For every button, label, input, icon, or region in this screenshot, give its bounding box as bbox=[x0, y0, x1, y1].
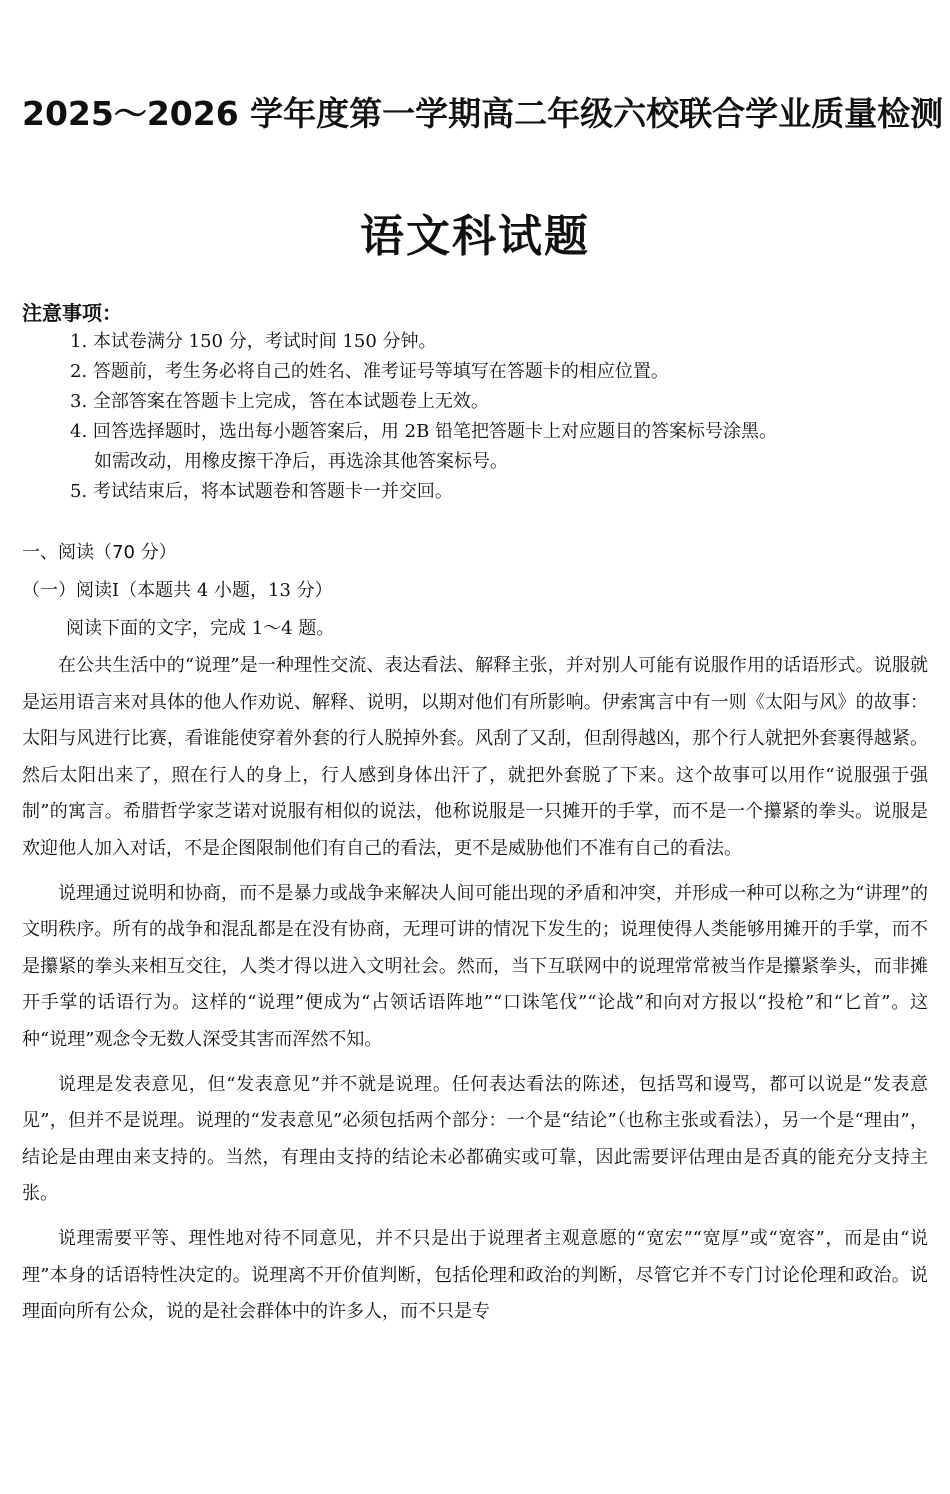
reading-passage bbox=[22, 648, 928, 1339]
note-item-4-continued: 如需改动，用橡皮擦干净后，再选涂其他答案标号。 bbox=[94, 451, 508, 472]
subsection-title: （一）阅读Ⅰ（本题共 4 小题，13 分） bbox=[22, 580, 333, 601]
passage-paragraph-3: 说理是发表意见，但“发表意见”并不就是说理。任何表达看法的陈述，包括骂和谩骂，都可以说是“发表意见”，但并不是说理。说理的“发表意见”必须包括两个部分：一个是“结论”（也称主张或看法），另一个是“理由”，结论是由理由来支持的。当然，有理由支持的结论未必都确实或可靠，因此需要评估理由是否真的能充分支持主张。 bbox=[22, 1073, 928, 1205]
notes-heading: 注意事项： bbox=[22, 301, 122, 325]
note-item-2: 2. 答题前，考生务必将自己的姓名、准考证号等填写在答题卡的相应位置。 bbox=[70, 361, 669, 382]
note-item-5: 5. 考试结束后，将本试题卷和答题卡一并交回。 bbox=[70, 481, 453, 502]
subject-title: 语文科试题 bbox=[360, 211, 590, 262]
passage-paragraph-2: 说理通过说明和协商，而不是暴力或战争来解决人间可能出现的矛盾和冲突，并形成一种可以称之为“讲理”的文明秩序。所有的战争和混乱都是在没有协商，无理可讲的情况下发生的；说理使得人类能够用摊开的手掌，而不是攥紧的拳头来相互交往，人类才得以进入文明社会。然而，当下互联网中的说理常常被当作是攥紧拳头，而非摊开手掌的话语行为。这样的“说理”便成为“占领话语阵地”“口诛笔伐”“论战”和向对方报以“投枪”和“匕首”。这种“说理”观念令无数人深受其害而浑然不知。 bbox=[22, 882, 928, 1050]
reading-instruction: 阅读下面的文字，完成 1～4 题。 bbox=[66, 618, 335, 639]
section-title: 一、阅读（70 分） bbox=[22, 542, 177, 563]
notes-list bbox=[70, 327, 930, 507]
note-item-1: 1. 本试卷满分 150 分，考试时间 150 分钟。 bbox=[70, 331, 437, 352]
note-item-3: 3. 全部答案在答题卡上完成，答在本试题卷上无效。 bbox=[70, 391, 489, 412]
passage-paragraph-4: 说理需要平等、理性地对待不同意见，并不只是出于说理者主观意愿的“宽宏”“宽厚”或“宽容”，而是由“说理”本身的话语特性决定的。说理离不开价值判断，包括伦理和政治的判断，尽管它并不专门讨论伦理和政治。说理面向所有公众，说的是社会群体中的许多人，而不只是专 bbox=[22, 1227, 928, 1323]
note-item-4: 4. 回答选择题时，选出每小题答案后，用 2B 铅笔把答题卡上对应题目的答案标号涂黑。 bbox=[70, 421, 778, 442]
passage-paragraph-1: 在公共生活中的“说理”是一种理性交流、表达看法、解释主张，并对别人可能有说服作用的话语形式。说服就是运用语言来对具体的他人作劝说、解释、说明，以期对他们有所影响。伊索寓言中有一则《太阳与风》的故事：太阳与风进行比赛，看谁能使穿着外套的行人脱掉外套。风刮了又刮，但刮得越凶，那个行人就把外套裹得越紧。然后太阳出来了，照在行人的身上，行人感到身体出汗了，就把外套脱了下来。这个故事可以用作“说服强于强制”的寓言。希腊哲学家芝诺对说服有相似的说法，他称说服是一只摊开的手掌，而不是一个攥紧的拳头。说服是欢迎他人加入对话，不是企图限制他们有自己的看法，更不是威胁他们不准有自己的看法。 bbox=[22, 655, 928, 859]
exam-title: 2025～2026 学年度第一学期高二年级六校联合学业质量检测 bbox=[22, 94, 944, 133]
